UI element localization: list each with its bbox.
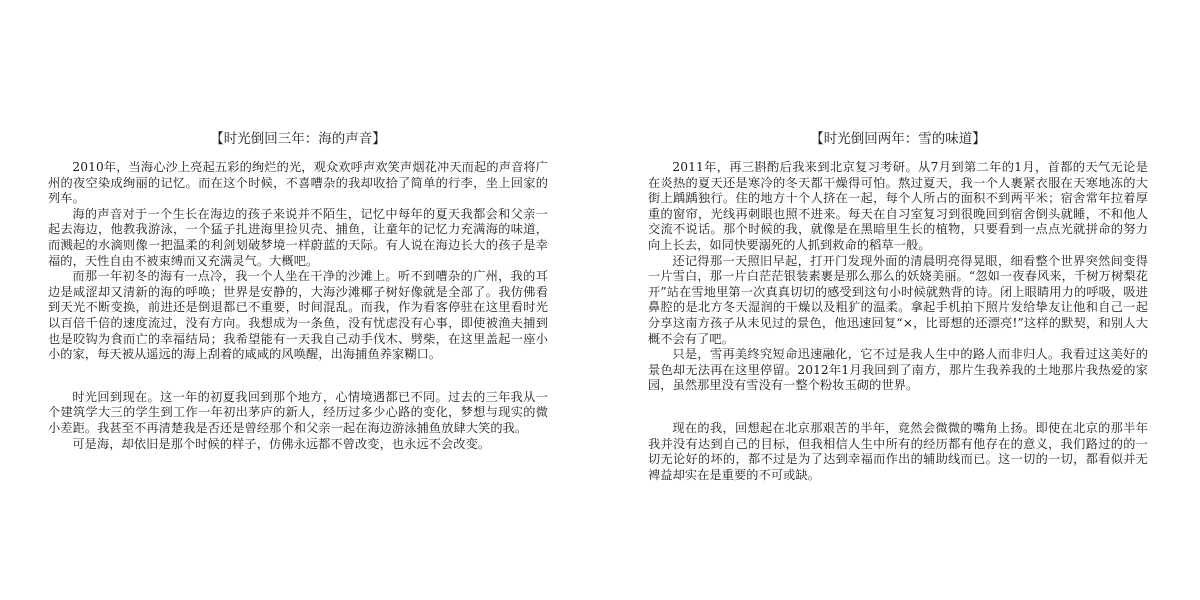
paragraph: 2011年，再三斟酌后我来到北京复习考研。从7月到第二年的1月，首都的天气无论是在炎热的夏天还是寒冷的冬天都干燥得可怕。熬过夏天，我一个人裹紧衣服在天寒地冻的大街上踽踽独行。住的地方十个人挤在一起，每个人所占的面积不到两平米；宿舍常年拉着厚重的窗帘，光线再刺眼也照不进来。每天在自习室复习到很晚回到宿舍倒头就睡，不和他人交流不说话。那个时候的我，就像是在黑暗里生长的植物，只要看到一点点光就拼命的努力向上长去，如同快要溺死的人抓到救命的稻草一般。 <box>648 160 1148 252</box>
paragraph: 还记得那一天照旧早起，打开门发现外面的清晨明亮得晃眼，细看整个世界突然间变得一片雪白，那一片白茫茫银装素裹是那么那么的妖娆美丽。“忽如一夜春风来，千树万树梨花开”站在雪地里第一次真真切切的感受到这句小时候就熟背的诗。闭上眼睛用力的呼吸，吸进鼻腔的是北方冬天湿润的干燥以及粗犷的温柔。拿起手机拍下照片发给挚友让他和自己一起分享这南方孩子从未见过的景色，他迅速回复“×，比哥想的还漂亮!”这样的默契，和别人大概不会有了吧。 <box>648 253 1148 346</box>
paragraph: 2010年，当海心沙上亮起五彩的绚烂的光，观众欢呼声欢笑声烟花冲天而起的声音将广州的夜空染成绚丽的记忆。而在这个时候，不喜嘈杂的我却收拾了简单的行李，坐上回家的列车。 <box>48 160 548 206</box>
article-snow <box>648 130 1148 483</box>
section-divider <box>648 394 1148 421</box>
right-page <box>600 0 1200 600</box>
paragraph: 海的声音对于一个生长在海边的孩子来说并不陌生，记忆中每年的夏天我都会和父亲一起去海边，他教我游泳，一个猛子扎进海里捡贝壳、捕鱼，让童年的记忆力充满海的味道，而溅起的水滴则像一把温柔的利剑划破梦境一样蔚蓝的天际。有人说在海边长大的孩子是幸福的，天性自由不被束缚而又充满灵气。大概吧。 <box>48 206 548 268</box>
paragraph: 现在的我，回想起在北京那艰苦的半年，竟然会微微的嘴角上扬。即使在北京的那半年我并没有达到自己的目标，但我相信人生中所有的经历都有他存在的意义，我们路过的的一切无论好的坏的，都不过是为了达到幸福而作出的辅助线而已。这一切的一切，都看似并无裨益却实在是重要的不可或缺。 <box>648 420 1148 482</box>
paragraph: 可是海，却依旧是那个时候的样子，仿佛永远都不曾改变，也永远不会改变。 <box>72 436 491 451</box>
article-title: 【时光倒回两年：雪的味道】 <box>810 131 986 147</box>
paragraph: 只是，雪再美终究短命迅速融化，它不过是我人生中的路人而非归人。我看过这美好的景色却无法再在这里停留。2012年1月我回到了南方，那片生我养我的土地那片我热爱的家园，虽然那里没有雪没有一整个粉妆玉砌的世界。 <box>648 347 1148 393</box>
article-section <box>648 160 1148 394</box>
article-sea <box>48 130 548 452</box>
article-section <box>48 160 548 363</box>
article-title: 【时光倒回三年：海的声音】 <box>210 131 386 147</box>
section-divider <box>48 363 548 390</box>
article-section <box>648 421 1148 483</box>
article-section <box>48 390 548 452</box>
paragraph: 时光回到现在。这一年的初夏我回到那个地方，心情境遇都已不同。过去的三年我从一个建筑学大三的学生到工作一年初出茅庐的新人，经历过多少心路的变化，梦想与现实的微小差距。我甚至不再清楚我是否还是曾经那个和父亲一起在海边游泳捕鱼放肆大笑的我。 <box>48 389 548 435</box>
paragraph: 而那一年初冬的海有一点冷，我一个人坐在干净的沙滩上。听不到嘈杂的广州，我的耳边是咸涩却又清新的海的呼唤；世界是安静的，大海沙滩椰子树好像就是全部了。我仿佛看到天光不断变换，前进还是倒退都已不重要，时间混乱。而我，作为看客停驻在这里看时光以百倍千倍的速度流过，没有方向。我想成为一条鱼，没有忧虑没有心事，即使被渔夫捕到也是咬钩为食而亡的幸福结局；我希望能有一天我自己动手伐木、劈柴，在这里盖起一座小小的家，每天被从遥远的海上刮着的咸咸的风唤醒，出海捕鱼养家糊口。 <box>48 269 548 362</box>
